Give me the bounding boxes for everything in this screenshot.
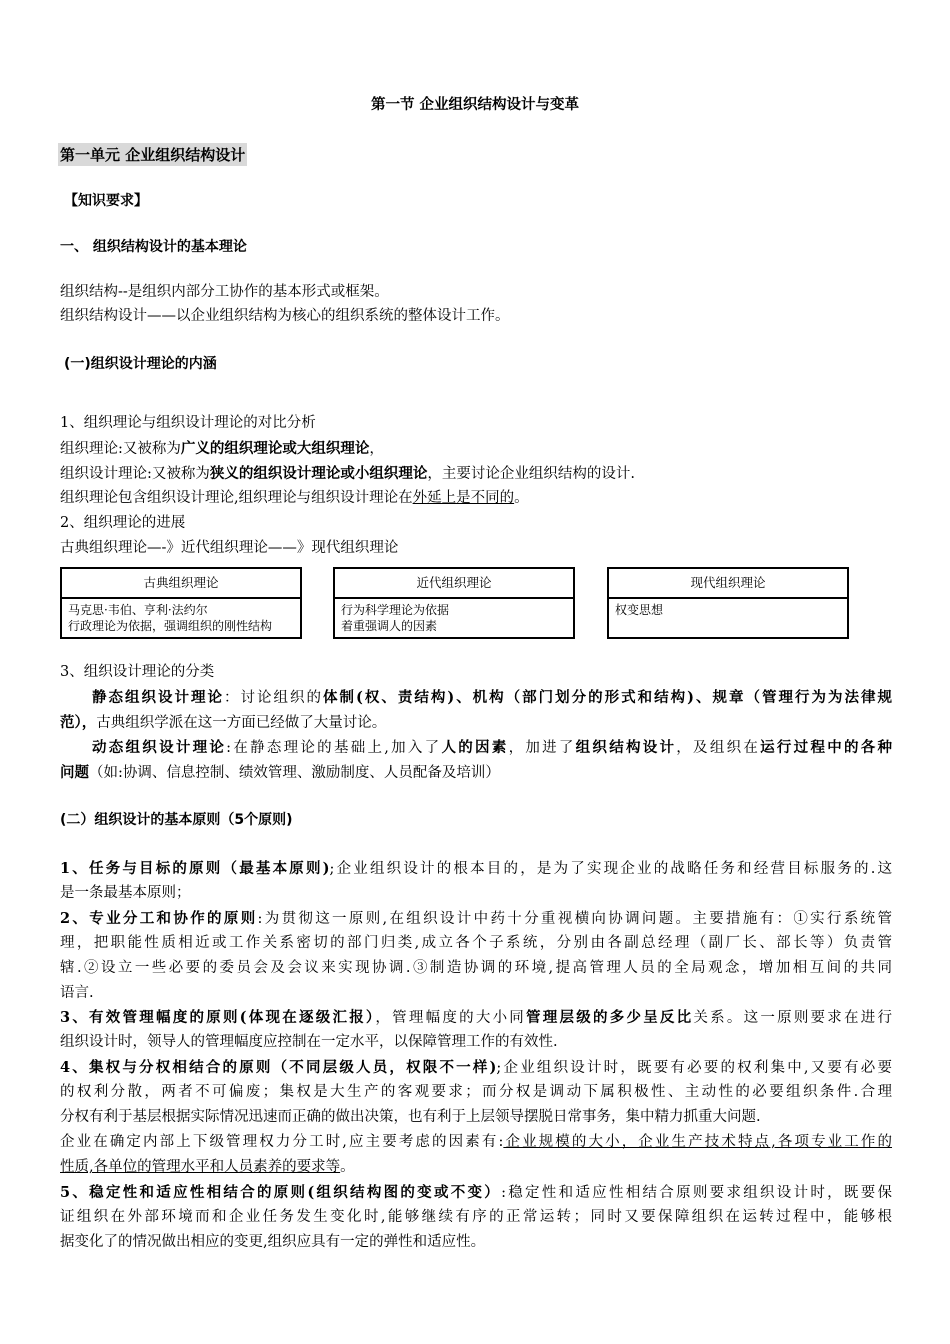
definition-structure: 组织结构--是组织内部分工协作的基本形式或框架。 [60, 284, 389, 300]
bold-span: 广义的组织理论或大组织理论 [180, 440, 370, 457]
bold-span: 组织结构设计 [575, 739, 677, 756]
principle5-line3: 据变化了的情况做出相应的变更,组织应具有一定的弹性和适应性。 [60, 1234, 486, 1250]
bold-span: 人的因素 [441, 739, 509, 756]
text-span: （如:协调、信息控制、绩效管理、激励制度、人员配备及培训） [89, 765, 500, 781]
principle3-line1 [60, 1005, 892, 1031]
sub2-title: (二）组织设计的基本原则（5个原则) [60, 812, 293, 828]
principle1-line2: 是一条最基本原则； [60, 885, 191, 901]
principle1-line1 [60, 856, 892, 882]
bold-span: 问题 [60, 764, 89, 781]
point1-line2 [60, 461, 635, 487]
text-span: ，管理幅度的大小同 [375, 1010, 527, 1026]
bold-span: 动态组织设计理论 [92, 739, 227, 756]
text-span: 企业在确定内部上下级管理权力分工时,应主要考虑的因素有: [60, 1134, 504, 1150]
knowledge-requirements-heading: 【知识要求】 [64, 193, 148, 209]
text-span: 组织理论包含组织设计理论,组织理论与组织设计理论在 [60, 490, 413, 506]
principle3-line2: 组织设计时，领导人的管理幅度应控制在一定水平，以保障管理工作的有效性. [60, 1034, 558, 1050]
point3-title: 3、组织设计理论的分类 [60, 664, 215, 680]
bold-span: 运行过程中的各种 [760, 739, 893, 756]
text-span: 证组织在外部环境而和企业任务发生变化时,能够继续有序的正常运转；同时又要保障组织在运转过程中，能够根 [60, 1209, 892, 1225]
text-span: ：讨论组织的 [223, 690, 323, 706]
sub1-title: (一)组织设计理论的内涵 [64, 356, 217, 372]
box-body [335, 599, 573, 637]
dynamic-theory-line2 [60, 760, 500, 786]
text-span: 组织设计理论:又被称为 [60, 466, 210, 482]
bold-span: 4、集权与分权相结合的原则（不同层级人员，权限不一样) [60, 1059, 497, 1076]
underlined-span: 外延上是不同的 [412, 490, 515, 506]
box-line: 着重强调人的因素 [341, 619, 438, 633]
theory-box-classical [60, 567, 302, 639]
text-span: :在静态理论的基础上,加入了 [226, 740, 442, 756]
text-span: ， [369, 441, 384, 457]
principle4-line3: 分权有利于基层根据实际情况迅速而正确的做出决策，也有利于上层领导摆脱日常事务，集中精力抓重大问题. [60, 1109, 761, 1125]
unit-title: 第一单元 企业组织结构设计 [58, 143, 247, 166]
text-span: 关系。这一原则要求在进行 [693, 1010, 893, 1026]
bold-span: 1、任务与目标的原则（最基本原则) [60, 860, 330, 877]
text-span: 辖.②设立一些必要的委员会及会议来实现协调.③制造协调的环境,提高管理人员的全局观念，增加相互间的共同 [60, 960, 892, 976]
text-span: ;企业组织设计时，既要有必要的权利集中,又要有必要 [496, 1060, 892, 1076]
text-span: ，及组织在 [676, 740, 761, 756]
underlined-span: 性质,各单位的管理水平和人员素养的要求等 [60, 1159, 341, 1175]
theory-box-contemporary [607, 567, 849, 639]
theory-progress-flow: 古典组织理论—-》近代组织理论——》现代组织理论 [60, 540, 399, 556]
box-line: 行为科学理论为依据 [341, 603, 450, 617]
principle5-line1 [60, 1180, 892, 1206]
principle2-line4: 语言. [60, 985, 94, 1001]
box-title: 古典组织理论 [62, 569, 300, 599]
text-span: 古典组织学派在这一方面已经做了大量讨论。 [96, 715, 387, 731]
text-span: :稳定性和适应性相结合原则要求组织设计时，既要保 [501, 1185, 892, 1201]
definition-structure-design: 组织结构设计——以企业组织结构为核心的组织系统的整体设计工作。 [60, 308, 510, 324]
box-line: 行政理论为依据，强调组织的刚性结构 [68, 619, 273, 633]
point1-line3 [60, 486, 529, 511]
bold-span: 范）， [60, 714, 97, 731]
text-span: 组织理论:又被称为 [60, 441, 181, 457]
principle4-line4 [60, 1130, 892, 1155]
page-title: 第一节 企业组织结构设计与变革 [370, 97, 580, 113]
text-span: :为贯彻这一原则,在组织设计中药十分重视横向协调问题。主要措施有：①实行系统管 [257, 911, 892, 927]
principle4-line5 [60, 1155, 355, 1180]
box-line: 马克思·韦伯、亨利·法约尔 [68, 603, 208, 617]
box-title: 现代组织理论 [609, 569, 847, 599]
static-theory-line2 [60, 710, 386, 736]
bold-span: 静态组织设计理论 [92, 689, 224, 706]
box-body [62, 599, 300, 637]
bold-span: 狭义的组织设计理论或小组织理论 [209, 465, 428, 482]
box-title: 近代组织理论 [335, 569, 573, 599]
bold-span: 体制(权、责结构)、机构（部门划分的形式和结构)、规章（管理行为为法律规 [322, 689, 892, 706]
dynamic-theory-line1 [92, 735, 892, 761]
theory-box-modern-early [333, 567, 575, 639]
point1-title: 1、组织理论与组织设计理论的对比分析 [60, 415, 316, 431]
principle2-line2 [60, 931, 892, 956]
text-span: 。 [340, 1159, 355, 1175]
bold-span: 3、有效管理幅度的原则(体现在逐级汇报） [60, 1009, 376, 1026]
point2-title: 2、组织理论的进展 [60, 515, 186, 531]
principle4-line1 [60, 1055, 892, 1081]
point1-line1 [60, 436, 384, 462]
principle2-line1 [60, 906, 892, 932]
section1-title: 一、 组织结构设计的基本理论 [60, 239, 247, 255]
text-span: ，主要讨论企业组织结构的设计. [427, 466, 635, 482]
bold-span: 管理层级的多少呈反比 [526, 1009, 694, 1026]
text-span: 理，把职能性质相近或工作关系密切的部门归类,成立各个子系统，分别由各副总经理（副厂长、部长等）负责管 [60, 935, 892, 951]
principle5-line2 [60, 1205, 892, 1230]
bold-span: 5、稳定性和适应性相结合的原则(组织结构图的变或不变） [60, 1184, 502, 1201]
static-theory-line1 [92, 685, 892, 711]
principle4-line2 [60, 1080, 892, 1105]
bold-span: 2、专业分工和协作的原则 [60, 910, 258, 927]
underlined-span: 企业规模的大小，企业生产技术特点,各项专业工作的 [503, 1134, 893, 1150]
box-body [609, 599, 847, 621]
text-span: ;企业组织设计的根本目的，是为了实现企业的战略任务和经营目标服务的.这 [329, 861, 892, 877]
text-span: 。 [514, 490, 529, 506]
text-span: ，加进了 [508, 740, 576, 756]
box-line: 权变思想 [615, 603, 664, 617]
text-span: 的权利分散，两者不可偏废；集权是大生产的客观要求；而分权是调动下属积极性、主动性的必要组织条件.合理 [60, 1084, 892, 1100]
principle2-line3 [60, 956, 892, 981]
